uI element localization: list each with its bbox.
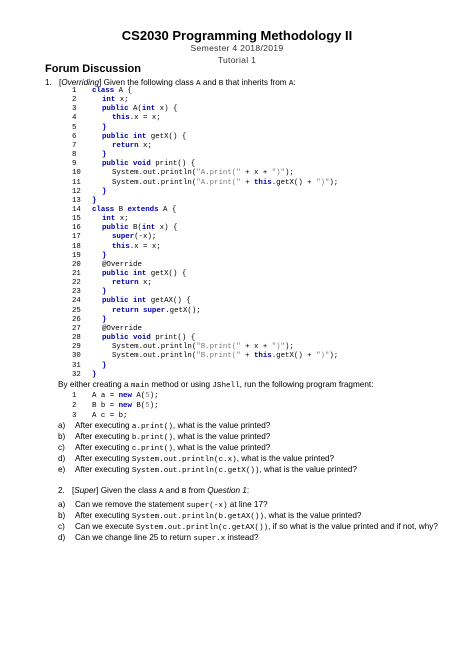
- code-text: [92, 243, 161, 251]
- code-token: .getX();: [165, 306, 201, 315]
- semester-line: Semester 4 2018/2019: [190, 43, 284, 53]
- line-number: 10: [72, 169, 81, 178]
- code-line: [72, 224, 177, 234]
- code-token: x) {: [159, 224, 178, 233]
- line-number: 14: [72, 205, 81, 214]
- code-token: return: [112, 279, 144, 288]
- code-token: class: [92, 205, 119, 214]
- code-token: int: [141, 105, 160, 114]
- code-line: [72, 334, 195, 344]
- code-token: class: [92, 87, 119, 95]
- code-token: +: [240, 178, 254, 187]
- code-line: [72, 206, 176, 216]
- sub-question-text: , what is the value printed?: [236, 454, 335, 464]
- code-token: A {: [118, 87, 132, 95]
- code-line: [72, 307, 201, 317]
- code-text: [92, 224, 177, 232]
- code-text: [92, 124, 106, 132]
- code-token: int: [102, 96, 120, 105]
- code-token: print() {: [155, 334, 196, 343]
- code-token: );: [149, 402, 159, 411]
- code-token: }: [102, 251, 107, 260]
- code-token: A c = b;: [92, 412, 128, 421]
- line-number: 31: [72, 361, 81, 370]
- code-text: [92, 252, 106, 260]
- code-token: (-x);: [134, 233, 157, 242]
- code-token: ")": [316, 352, 330, 361]
- code-token: System.out.println(: [112, 343, 197, 352]
- line-number: 17: [72, 233, 81, 242]
- code-line: [72, 160, 195, 170]
- sub-question-text: After executing: [75, 443, 132, 453]
- code-token: "B.print(": [196, 352, 241, 361]
- sub-question-text: Can we execute: [75, 522, 136, 532]
- code-token: }: [92, 370, 97, 379]
- code-token: .getX() +: [271, 352, 317, 361]
- code-token: }: [102, 187, 107, 196]
- code-token: B(: [133, 224, 142, 233]
- code-line: [72, 169, 294, 179]
- code-text: [92, 371, 96, 379]
- code-text: [92, 160, 195, 168]
- sub-question-text: , what is the value printed?: [172, 421, 271, 430]
- code-text: [92, 133, 186, 141]
- code-token: );: [285, 343, 294, 352]
- inline-code: System.out.println(c.getX()): [131, 467, 260, 476]
- code-token: x;: [119, 96, 129, 105]
- code-token: }: [102, 315, 107, 324]
- sub-question-letter: d): [58, 454, 66, 464]
- code-text: [92, 87, 132, 95]
- code-line: [72, 392, 159, 402]
- line-number: 18: [72, 242, 81, 251]
- line-number: 3: [72, 412, 77, 421]
- code-token: System.out.println(: [112, 352, 197, 361]
- code-text: [92, 297, 191, 305]
- line-number: 32: [72, 370, 81, 379]
- code-text: [92, 151, 106, 159]
- sub-question: [58, 522, 438, 533]
- inline-code: System.out.println(c.x): [131, 456, 237, 465]
- code-token: A(: [136, 392, 146, 400]
- code-token: );: [285, 169, 294, 178]
- code-token: public void: [102, 160, 156, 169]
- code-line: [72, 279, 152, 289]
- sub-question-letter: a): [58, 500, 66, 509]
- code-line: [72, 233, 156, 243]
- line-number: 2: [72, 402, 77, 411]
- line-number: 26: [72, 315, 81, 324]
- code-token: public void: [102, 334, 156, 343]
- sub-question-text: , what is the value printed?: [172, 443, 271, 453]
- sub-question-text: After executing: [75, 432, 132, 442]
- code-token: }: [102, 151, 107, 160]
- code-token: .x = x;: [129, 114, 161, 123]
- sub-question-text: After executing: [75, 454, 132, 464]
- code-text: [92, 362, 106, 370]
- line-number: 30: [72, 352, 81, 361]
- line-number: 23: [72, 288, 81, 297]
- line-number: 9: [72, 160, 77, 169]
- line-number: 4: [72, 114, 77, 123]
- code-token: +: [240, 352, 254, 361]
- line-number: 8: [72, 151, 77, 160]
- code-line: [72, 316, 106, 326]
- sub-question-letter: b): [58, 432, 66, 442]
- code-token: A a =: [92, 392, 119, 400]
- line-number: 29: [72, 343, 81, 352]
- line-number: 21: [72, 270, 81, 278]
- code-token: }: [102, 123, 107, 132]
- line-number: 6: [72, 132, 77, 141]
- sub-question-letter: a): [58, 421, 66, 430]
- line-number: 25: [72, 306, 81, 315]
- code-token: x;: [119, 215, 129, 224]
- run-instructions: By either creating a main method or using JShell, run the following program fragment:: [58, 380, 374, 390]
- code-token: 5: [145, 402, 150, 411]
- question-tag: Super: [74, 486, 97, 495]
- sub-question-text: After executing: [75, 421, 132, 430]
- question-tag: Overriding: [61, 78, 100, 87]
- code-text: [92, 334, 195, 342]
- line-number: 13: [72, 196, 81, 205]
- code-token: }: [102, 288, 107, 297]
- code-token: B b =: [92, 402, 119, 411]
- line-number: 28: [72, 334, 81, 343]
- code-token: getAX() {: [150, 297, 191, 306]
- code-line: [72, 270, 186, 280]
- line-number: 16: [72, 224, 81, 233]
- line-number: 20: [72, 260, 81, 269]
- line-number: 27: [72, 324, 81, 333]
- sub-question: [58, 533, 258, 544]
- sub-question-text: , what is the value printed?: [264, 511, 362, 521]
- code-text: [92, 412, 127, 420]
- code-token: public: [102, 105, 134, 114]
- code-token: x;: [143, 141, 152, 150]
- code-token: getX() {: [150, 132, 187, 141]
- sub-question-text: After executing: [75, 511, 132, 521]
- code-token: x;: [143, 279, 152, 288]
- code-text: [92, 179, 338, 187]
- code-line: [72, 343, 294, 353]
- inline-code: super(-x): [186, 502, 228, 510]
- code-token: "A.print(": [196, 169, 241, 178]
- sub-question-text: Can we remove the statement: [75, 500, 187, 509]
- code-token: ")": [271, 169, 285, 178]
- code-line: [72, 105, 177, 115]
- sub-question-text: , what is the value printed?: [172, 432, 271, 442]
- code-text: [92, 402, 159, 410]
- code-line: [72, 252, 106, 262]
- code-line: [72, 402, 159, 412]
- sub-question-text: , what is the value printed?: [259, 465, 357, 475]
- sub-question-text: After executing: [75, 465, 132, 475]
- code-token: return super: [112, 306, 166, 315]
- line-number: 15: [72, 215, 81, 224]
- code-text: [92, 279, 152, 287]
- code-token: );: [149, 392, 159, 400]
- code-text: [92, 325, 142, 333]
- question-number: 1.: [45, 78, 52, 87]
- code-token: print() {: [155, 160, 196, 169]
- sub-question: [58, 465, 357, 476]
- code-token: "A.print(": [196, 178, 241, 187]
- code-text: [92, 206, 176, 214]
- code-token: x) {: [159, 105, 178, 114]
- sub-question-text: instead?: [225, 533, 259, 543]
- code-token: ")": [271, 343, 285, 352]
- code-token: B(: [136, 402, 146, 411]
- code-token: .x = x;: [129, 242, 161, 251]
- code-token: @Override: [102, 260, 142, 269]
- sub-question-text: Can we change line 25 to return: [75, 533, 194, 543]
- code-text: [92, 105, 177, 113]
- code-token: @Override: [102, 324, 142, 333]
- code-token: B: [118, 205, 128, 214]
- code-token: public int: [102, 270, 151, 278]
- line-number: 22: [72, 279, 81, 288]
- code-text: [92, 233, 156, 241]
- code-token: getX() {: [150, 270, 187, 278]
- line-number: 3: [72, 105, 77, 114]
- line-number: 1: [72, 87, 77, 95]
- line-number: 2: [72, 96, 77, 105]
- line-number: 1: [72, 392, 77, 400]
- inline-code: System.out.println(b.getAX()): [131, 513, 265, 522]
- code-line: [72, 243, 161, 253]
- sub-question: [58, 454, 334, 465]
- sub-question-letter: b): [58, 511, 66, 521]
- code-token: new: [118, 392, 137, 400]
- line-number: 11: [72, 178, 81, 187]
- code-token: int: [141, 224, 160, 233]
- code-line: [72, 197, 96, 207]
- code-text: [92, 343, 294, 351]
- inline-code: super.x: [193, 535, 226, 544]
- line-number: 7: [72, 141, 77, 150]
- code-token: + x +: [240, 343, 272, 352]
- code-text: [92, 307, 201, 315]
- code-text: [92, 288, 106, 296]
- code-text: [92, 270, 186, 278]
- sub-question: [58, 421, 270, 432]
- code-line: [72, 352, 338, 362]
- inline-code: System.out.println(c.getAX()): [136, 524, 269, 533]
- code-line: [72, 96, 129, 106]
- code-token: public: [102, 224, 134, 233]
- inline-code: b.print(): [131, 434, 173, 443]
- inline-code: c.print(): [131, 445, 173, 454]
- code-line: [72, 151, 106, 161]
- document-title: CS2030 Programming Methodology II: [121, 28, 353, 43]
- code-token: A {: [162, 205, 177, 214]
- sub-question: [58, 500, 268, 511]
- code-line: [72, 371, 96, 381]
- code-line: [72, 297, 191, 307]
- code-token: public int: [102, 297, 151, 306]
- question-2-prompt: 2. [Super] Given the class A and B from Question 1:: [58, 486, 250, 496]
- question-1-prompt: 1. [Overriding] Given the following class A and B that inherits from A:: [45, 78, 296, 88]
- code-token: System.out.println(: [112, 178, 197, 187]
- line-number: 19: [72, 251, 81, 260]
- sub-question-letter: d): [58, 533, 66, 543]
- code-line: [72, 325, 142, 335]
- sub-question-text: , if so what is the value printed and if not, why?: [268, 522, 438, 532]
- code-text: [92, 96, 129, 104]
- code-token: this: [253, 352, 272, 361]
- code-line: [72, 87, 132, 97]
- code-line: [72, 124, 106, 134]
- sub-question-letter: c): [58, 443, 65, 453]
- code-text: [92, 261, 142, 269]
- code-token: this: [112, 114, 130, 123]
- code-text: [92, 169, 294, 177]
- code-token: return: [112, 141, 144, 150]
- section-heading: Forum Discussion: [45, 63, 141, 75]
- code-token: this: [112, 242, 130, 251]
- code-token: ")": [316, 178, 330, 187]
- code-text: [92, 392, 159, 400]
- inline-code: a.print(): [131, 423, 173, 431]
- sub-question-letter: c): [58, 522, 65, 532]
- code-text: [92, 215, 129, 223]
- sub-question: [58, 443, 270, 454]
- line-number: 12: [72, 187, 81, 196]
- code-token: this: [253, 178, 272, 187]
- code-token: 5: [145, 392, 150, 400]
- line-number: 24: [72, 297, 81, 306]
- code-text: [92, 352, 338, 360]
- code-line: [72, 288, 106, 298]
- code-line: [72, 114, 161, 124]
- code-token: }: [92, 196, 97, 205]
- code-token: A(: [133, 105, 142, 114]
- sub-question-text: at line 17?: [227, 500, 268, 509]
- code-token: System.out.println(: [112, 169, 197, 178]
- code-line: [72, 215, 129, 225]
- code-text: [92, 316, 106, 324]
- code-token: .getX() +: [271, 178, 317, 187]
- line-number: 5: [72, 123, 77, 132]
- code-token: );: [329, 352, 339, 361]
- sub-question-letter: e): [58, 465, 66, 475]
- code-token: + x +: [240, 169, 272, 178]
- code-token: super: [112, 233, 135, 242]
- question-number: 2.: [58, 486, 65, 495]
- code-token: "B.print(": [196, 343, 241, 352]
- code-token: );: [329, 178, 339, 187]
- sub-question: [58, 432, 270, 443]
- code-token: int: [102, 215, 120, 224]
- code-line: [72, 142, 152, 152]
- code-token: public int: [102, 132, 151, 141]
- code-text: [92, 114, 161, 122]
- code-line: [72, 133, 186, 143]
- code-token: }: [102, 361, 107, 370]
- code-text: [92, 197, 96, 205]
- code-line: [72, 179, 338, 189]
- code-text: [92, 142, 152, 150]
- code-line: [72, 362, 106, 372]
- code-token: extends: [127, 205, 163, 214]
- code-line: [72, 261, 142, 271]
- sub-question: [58, 511, 361, 522]
- code-text: [92, 188, 106, 196]
- tutorial-number: Tutorial 1: [217, 55, 257, 65]
- code-token: new: [118, 402, 137, 411]
- code-line: [72, 188, 106, 198]
